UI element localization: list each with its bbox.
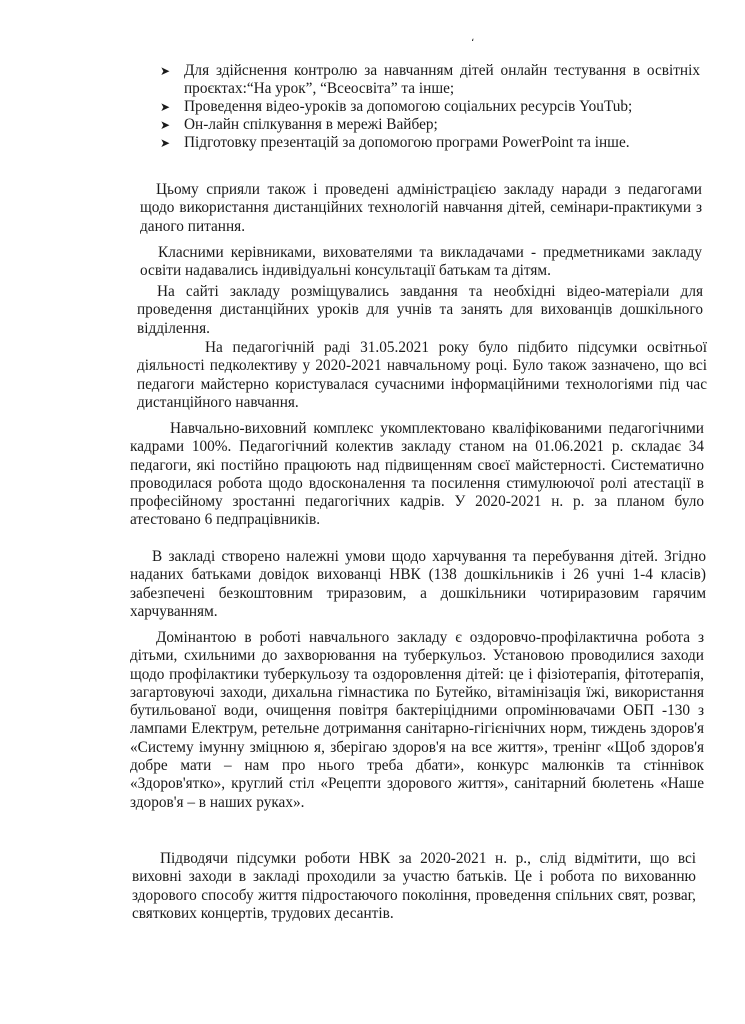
bullet-arrow-icon: ➤ (160, 118, 171, 132)
paragraph: Навчально-виховний комплекс укомплектовано кваліфікованими педагогічними кадрами 100%. Педагогічний колектив закладу станом на 01.06.2021 р. складає 34 педагоги, які постійно працюють над підвищенням своєї майстерності. Систематично проводилася робота щодо вдосконалення та посилення стимулюючої ролі атестації в професійному зростанні педагогічних кадрів. У 2020-2021 н. р. за планом було атестовано 6 педпрацівників. (130, 420, 704, 529)
list-item (160, 98, 700, 116)
paragraph: Класними керівниками, вихователями та викладачами - предметниками закладу освіти надавались індивідуальні консультації батькам та дітям. (140, 244, 702, 280)
list-item-text: Підготовку презентацій за допомогою програми PowerPoint та інше. (184, 134, 630, 151)
list-item (160, 116, 700, 134)
list-item (160, 134, 700, 152)
paragraph: Підводячи підсумки роботи НВК за 2020-2021 н. р., слід відмітити, що всі виховні заходи в закладі проходили за участю батьків. Це і робота по вихованню здорового способу життя підростаючого покоління, проведення спільних свят, розваг, святкових концертів, трудових десантів. (132, 850, 696, 922)
list-item-text: Проведення відео-уроків за допомогою соціальних ресурсів YouTub; (184, 98, 633, 115)
paragraph: В закладі створено належні умови щодо харчування та перебування дітей. Згідно наданих батьками довідок вихованці НВК (138 дошкільників і 26 учні 1-4 класів) забезпечені безкоштовним триразовим, а дошкільники чотириразовим гарячим харчуванням. (130, 548, 706, 620)
bullet-list (160, 62, 700, 152)
paragraph: Цьому сприяли також і проведені адміністрацією закладу наради з педагогами щодо використання дистанційних технологій навчання дітей, семінари-практикуми з даного питання. (140, 181, 702, 235)
bullet-arrow-icon: ➤ (160, 136, 171, 150)
page-mark: ، (471, 33, 475, 44)
paragraph: Домінантою в роботі навчального закладу є оздоровчо-профілактична робота з дітьми, схильними до захворювання на туберкульоз. Установою проводилися заходи щодо профілактики туберкульозу та оздоровлення дітей: це і фізіотерапія, фітотерапія, загартовуючі заходи, дихальна гімнастика по Бутейко, вітамінізація їжі, використання бутильованої води, очищення повітря бактеріцідними опромінювачами ОБП -130 з лампами Електрум, ретельне дотримання санітарно-гігієнічних норм, тиждень здоров'я «Систему імунну зміцнюю я, зберігаю здоров'я на все життя», тренінг «Щоб здоров'я добре мати – нам про нього треба дбати», конкурс малюнків та стіннівок «Здоров'ятко», круглий стіл «Рецепти здорового життя», санітарний бюлетень «Наше здоров'я – в наших руках». (130, 629, 704, 811)
list-item-text: Для здійснення контролю за навчанням дітей онлайн тестування в освітніх проєктах:“На урок”, “Всеосвіта” та інше; (184, 62, 700, 97)
paragraph: На сайті закладу розміщувались завдання та необхідні відео-матеріали для проведення дистанційних уроків для учнів та занять для вихованців дошкільного відділення. (137, 283, 703, 337)
paragraph: На педагогічній раді 31.05.2021 року було підбито підсумки освітньої діяльності педколективу у 2020-2021 навчальному році. Було також зазначено, що всі педагоги майстерно користувалася сучасними інформаційними технологіями під час дистанційного навчання. (137, 339, 707, 411)
list-item (160, 62, 700, 98)
bullet-arrow-icon: ➤ (160, 100, 171, 114)
list-item-text: Он-лайн спілкування в мережі Вайбер; (184, 116, 438, 133)
bullet-arrow-icon: ➤ (160, 64, 171, 78)
